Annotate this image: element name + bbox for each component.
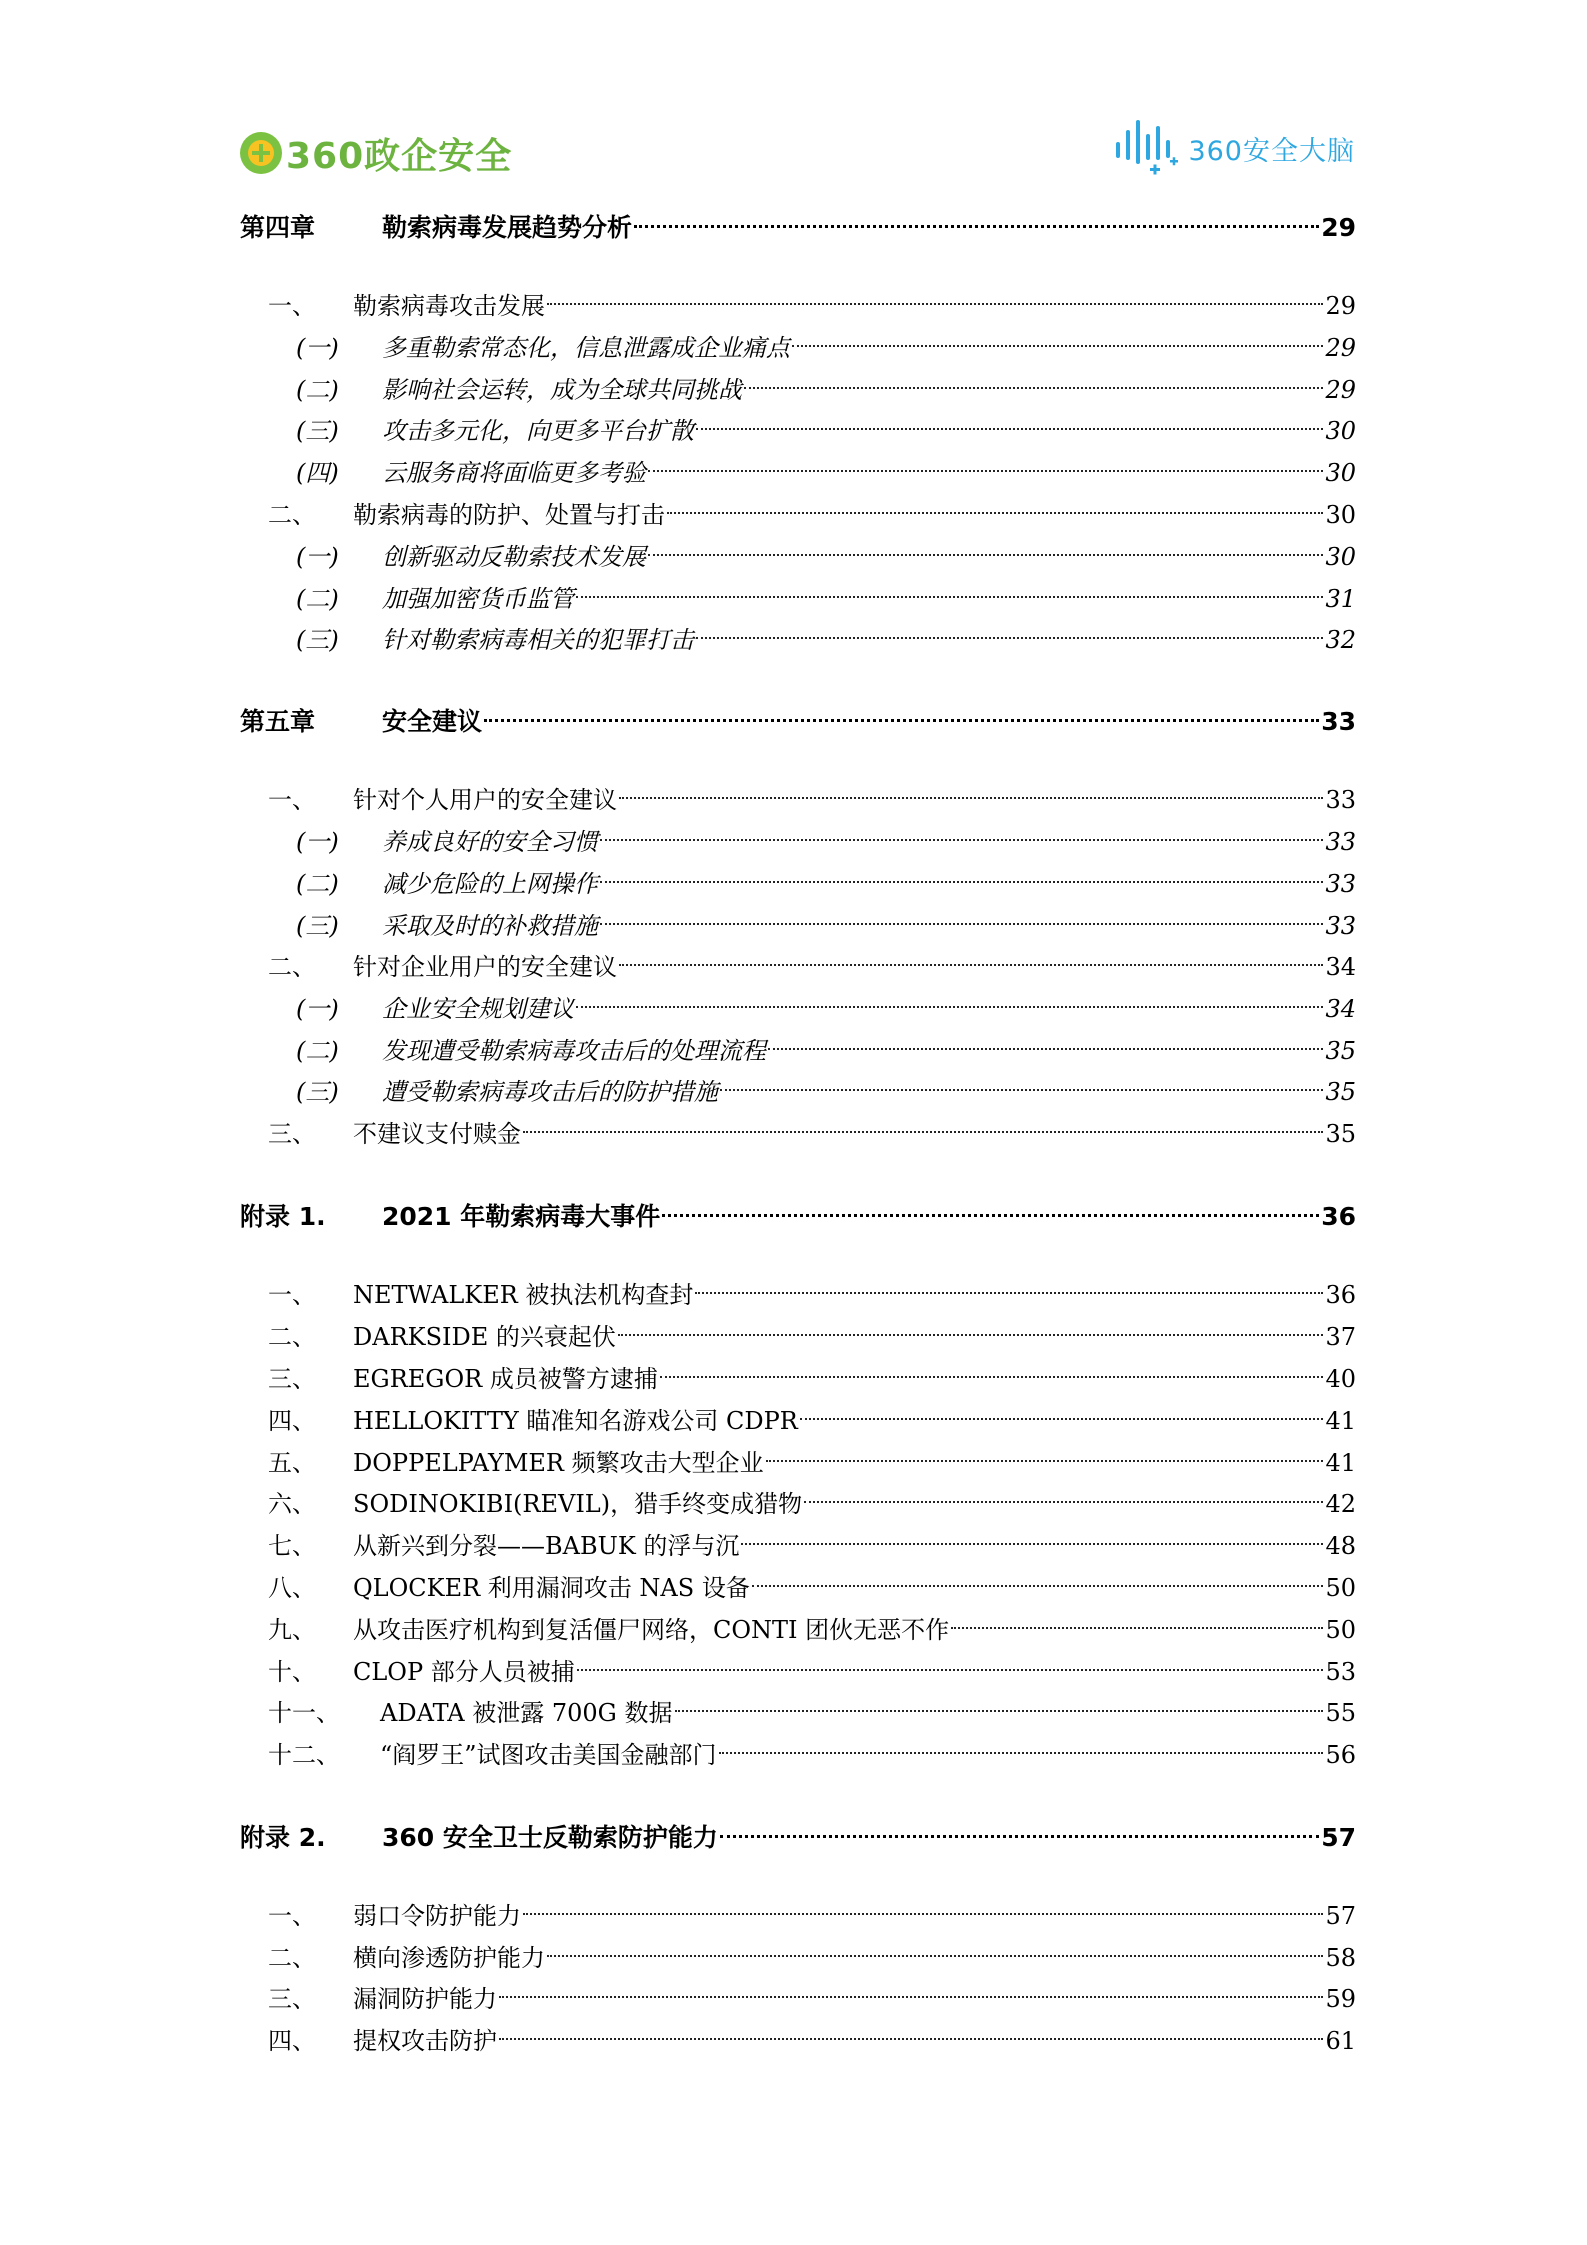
dot-leader	[741, 1518, 1323, 1554]
toc-entry-number: 四、	[268, 2027, 316, 2055]
toc-entry[interactable]	[296, 1023, 1356, 1065]
toc-entry-number: (四)	[296, 459, 339, 487]
toc-entry-title: 安全建议	[382, 707, 483, 736]
dot-leader	[695, 1267, 1323, 1303]
toc-entry-title: 勒索病毒的防护、处置与打击	[353, 501, 665, 529]
toc-entry-number: 一、	[268, 1281, 316, 1309]
toc-entry-title: 勒索病毒攻击发展	[353, 292, 545, 320]
toc-entry-page-number: 29	[1321, 213, 1356, 242]
toc-entry-page-number: 37	[1325, 1323, 1356, 1351]
toc-entry[interactable]	[268, 1106, 1356, 1148]
toc-entry-number: 附录 2.	[240, 1823, 326, 1852]
toc-entry-number: (二)	[296, 870, 339, 898]
dot-leader	[752, 1560, 1324, 1596]
dot-leader	[804, 1476, 1323, 1512]
dot-leader	[600, 856, 1323, 892]
toc-entry-page-number: 48	[1325, 1532, 1356, 1560]
toc-entry-number: 五、	[268, 1449, 316, 1477]
toc-entry-page-number: 29	[1325, 334, 1356, 362]
dot-leader	[744, 362, 1323, 398]
toc-chapter-entry[interactable]	[240, 200, 1356, 242]
toc-entry-number: 第四章	[240, 213, 316, 242]
toc-entry-title: DOPPELPAYMER 频繁攻击大型企业	[353, 1449, 764, 1477]
toc-entry-title: 2021 年勒索病毒大事件	[382, 1202, 661, 1231]
toc-entry-number: 四、	[268, 1407, 316, 1435]
toc-entry-page-number: 30	[1325, 501, 1356, 529]
toc-entry-title: 多重勒索常态化，信息泄露成企业痛点	[382, 334, 790, 362]
toc-entry[interactable]	[296, 814, 1356, 856]
toc-entry[interactable]	[296, 445, 1356, 487]
toc-chapter-entry[interactable]	[240, 1810, 1356, 1852]
toc-entry-title: 弱口令防护能力	[353, 1902, 521, 1930]
toc-entry[interactable]	[268, 487, 1356, 529]
logo-right-text: 360安全大脑	[1188, 135, 1355, 167]
toc-entry[interactable]	[268, 772, 1356, 814]
toc-entry[interactable]	[268, 1727, 1356, 1769]
toc-entry-page-number: 33	[1321, 707, 1356, 736]
toc-entry-number: 八、	[268, 1574, 316, 1602]
toc-entry-number: 三、	[268, 1365, 316, 1393]
toc-entry-number: (三)	[296, 1078, 339, 1106]
toc-entry-title: 减少危险的上网操作	[382, 870, 598, 898]
toc-entry-title: SODINOKIBI(REVIL)，猎手终变成猎物	[353, 1490, 803, 1518]
dot-leader	[547, 1930, 1323, 1966]
dot-leader	[484, 694, 1319, 730]
toc-entry-page-number: 57	[1321, 1823, 1356, 1852]
toc-entry-page-number: 34	[1325, 953, 1356, 981]
toc-entry-page-number: 57	[1325, 1902, 1356, 1930]
dot-leader	[951, 1602, 1323, 1638]
toc-entry-title: CLOP 部分人员被捕	[353, 1658, 575, 1686]
toc-entry[interactable]	[268, 1393, 1356, 1435]
dot-leader	[523, 1106, 1323, 1142]
dot-leader	[662, 1189, 1319, 1225]
toc-entry-title: “阎罗王”试图攻击美国金融部门	[380, 1741, 717, 1769]
dot-leader	[600, 898, 1323, 934]
toc-entry-title: 企业安全规划建议	[382, 995, 574, 1023]
toc-entry-page-number: 61	[1325, 2027, 1356, 2055]
toc-entry-number: (二)	[296, 585, 339, 613]
toc-entry[interactable]	[296, 1064, 1356, 1106]
dot-leader	[720, 1810, 1319, 1846]
toc-entry[interactable]	[296, 362, 1356, 404]
toc-entry-number: 二、	[268, 501, 316, 529]
toc-entry[interactable]	[268, 1971, 1356, 2013]
dot-leader	[660, 1351, 1324, 1387]
toc-entry-title: 影响社会运转，成为全球共同挑战	[382, 376, 742, 404]
toc-entry-number: 一、	[268, 292, 316, 320]
dot-leader	[792, 320, 1323, 356]
toc-entry[interactable]	[296, 898, 1356, 940]
toc-entry-title: 从攻击医疗机构到复活僵尸网络，CONTI 团伙无恶不作	[353, 1616, 950, 1644]
toc-entry-number: 二、	[268, 1944, 316, 1972]
dot-leader	[600, 814, 1323, 850]
toc-entry-page-number: 53	[1325, 1658, 1356, 1686]
toc-entry-page-number: 42	[1325, 1490, 1356, 1518]
dot-leader	[576, 571, 1323, 607]
dot-leader	[634, 200, 1319, 236]
toc-entry-title: 养成良好的安全习惯	[382, 828, 598, 856]
toc-entry-page-number: 41	[1325, 1407, 1356, 1435]
dot-leader	[696, 403, 1323, 439]
dot-leader	[576, 981, 1323, 1017]
toc-entry-title: 不建议支付赎金	[353, 1120, 521, 1148]
toc-entry-title: 加强加密货币监管	[382, 585, 574, 613]
toc-entry-number: 三、	[268, 1985, 316, 2013]
toc-entry-number: 二、	[268, 953, 316, 981]
toc-entry[interactable]	[268, 1888, 1356, 1930]
dot-leader	[577, 1644, 1324, 1680]
toc-entry-number: (二)	[296, 376, 339, 404]
toc-entry-title: 针对企业用户的安全建议	[353, 953, 617, 981]
toc-entry-title: QLOCKER 利用漏洞攻击 NAS 设备	[353, 1574, 750, 1602]
toc-entry-title: 攻击多元化，向更多平台扩散	[382, 417, 694, 445]
toc-entry-page-number: 36	[1325, 1281, 1356, 1309]
toc-entry-page-number: 30	[1325, 417, 1356, 445]
toc-entry-title: 横向渗透防护能力	[353, 1944, 545, 1972]
toc-entry-number: 二、	[268, 1323, 316, 1351]
toc-entry-page-number: 36	[1321, 1202, 1356, 1231]
toc-entry-number: 十、	[268, 1658, 316, 1686]
dot-leader	[618, 1309, 1324, 1345]
toc-entry[interactable]	[268, 1602, 1356, 1644]
toc-entry-title: 360 安全卫士反勒索防护能力	[382, 1823, 718, 1852]
toc-entry-number: (一)	[296, 543, 339, 571]
toc-entry-page-number: 30	[1325, 543, 1356, 571]
toc-entry[interactable]	[268, 278, 1356, 320]
toc-entry-title: HELLOKITTY 瞄准知名游戏公司 CDPR	[353, 1407, 798, 1435]
toc-entry[interactable]	[268, 939, 1356, 981]
toc-entry-title: NETWALKER 被执法机构查封	[353, 1281, 694, 1309]
toc-entry[interactable]	[296, 571, 1356, 613]
toc-entry-title: 云服务商将面临更多考验	[382, 459, 646, 487]
toc-entry-title: 针对个人用户的安全建议	[353, 786, 617, 814]
toc-entry[interactable]	[296, 981, 1356, 1023]
toc-entry-number: (二)	[296, 1037, 339, 1065]
toc-entry[interactable]	[296, 612, 1356, 654]
toc-entry-number: (三)	[296, 912, 339, 940]
dot-leader	[675, 1685, 1324, 1721]
toc-entry-number: 六、	[268, 1490, 316, 1518]
toc-entry-title: ADATA 被泄露 700G 数据	[380, 1699, 673, 1727]
toc-entry-title: EGREGOR 成员被警方逮捕	[353, 1365, 658, 1393]
toc-entry[interactable]	[296, 403, 1356, 445]
toc-chapter-entry[interactable]	[240, 694, 1356, 736]
toc-entry-title: 遭受勒索病毒攻击后的防护措施	[382, 1078, 718, 1106]
dot-leader	[696, 612, 1323, 648]
toc-entry[interactable]	[268, 1560, 1356, 1602]
toc-entry-number: (一)	[296, 828, 339, 856]
toc-entry-number: (一)	[296, 334, 339, 362]
toc-entry-number: 三、	[268, 1120, 316, 1148]
toc-entry[interactable]	[296, 320, 1356, 362]
toc-entry-title: 发现遭受勒索病毒攻击后的处理流程	[382, 1037, 766, 1065]
dot-leader	[667, 487, 1323, 523]
dot-leader	[547, 278, 1323, 314]
toc-entry[interactable]	[268, 2013, 1356, 2055]
toc-entry-page-number: 33	[1325, 912, 1356, 940]
toc-entry-number: (一)	[296, 995, 339, 1023]
toc-entry[interactable]	[268, 1351, 1356, 1393]
toc-entry-number: (三)	[296, 626, 339, 654]
toc-entry-number: 十二、	[268, 1741, 340, 1769]
dot-leader	[499, 2013, 1323, 2049]
toc-entry[interactable]	[268, 1435, 1356, 1477]
dot-leader	[720, 1064, 1323, 1100]
toc-entry[interactable]	[268, 1644, 1356, 1686]
toc-entry-page-number: 35	[1325, 1078, 1356, 1106]
toc-entry[interactable]	[268, 1476, 1356, 1518]
dot-leader	[619, 772, 1323, 808]
toc-entry-title: 针对勒索病毒相关的犯罪打击	[382, 626, 694, 654]
toc-entry-title: 采取及时的补救措施	[382, 912, 598, 940]
toc-entry[interactable]	[268, 1267, 1356, 1309]
dot-leader	[648, 445, 1323, 481]
toc-entry-page-number: 59	[1325, 1985, 1356, 2013]
toc-entry-number: 一、	[268, 786, 316, 814]
toc-entry-page-number: 55	[1325, 1699, 1356, 1727]
toc-entry[interactable]	[268, 1930, 1356, 1972]
toc-entry[interactable]	[296, 529, 1356, 571]
toc-entry-page-number: 41	[1325, 1449, 1356, 1477]
toc-entry-page-number: 30	[1325, 459, 1356, 487]
toc-chapter-entry[interactable]	[240, 1189, 1356, 1231]
toc-entry-number: 七、	[268, 1532, 316, 1560]
toc-entry[interactable]	[296, 856, 1356, 898]
toc-entry-page-number: 35	[1325, 1120, 1356, 1148]
logo-left-text: 360政企安全	[286, 135, 513, 177]
toc-entry-title: 勒索病毒发展趋势分析	[382, 213, 633, 242]
toc-entry-title: 漏洞防护能力	[353, 1985, 497, 2013]
dot-leader	[648, 529, 1323, 565]
toc-entry-number: 第五章	[240, 707, 316, 736]
dot-leader	[523, 1888, 1323, 1924]
toc-entry-page-number: 29	[1325, 376, 1356, 404]
toc-entry-page-number: 31	[1325, 585, 1356, 613]
toc-entry-page-number: 33	[1325, 828, 1356, 856]
toc-entry-page-number: 33	[1325, 870, 1356, 898]
dot-leader	[619, 939, 1323, 975]
dot-leader	[719, 1727, 1324, 1763]
dot-leader	[499, 1971, 1323, 2007]
dot-leader	[768, 1023, 1323, 1059]
toc-entry-page-number: 40	[1325, 1365, 1356, 1393]
toc-entry[interactable]	[268, 1518, 1356, 1560]
toc-entry-number: 附录 1.	[240, 1202, 326, 1231]
toc-entry[interactable]	[268, 1685, 1356, 1727]
toc-entry-page-number: 35	[1325, 1037, 1356, 1065]
toc-entry-number: 十一、	[268, 1699, 340, 1727]
toc-entry-number: 九、	[268, 1616, 316, 1644]
toc-entry-page-number: 34	[1325, 995, 1356, 1023]
toc-entry-number: (三)	[296, 417, 339, 445]
dot-leader	[766, 1435, 1324, 1471]
dot-leader	[800, 1393, 1324, 1429]
toc-entry-page-number: 58	[1325, 1944, 1356, 1972]
toc-entry-page-number: 50	[1325, 1574, 1356, 1602]
toc-entry[interactable]	[268, 1309, 1356, 1351]
toc-entry-page-number: 32	[1325, 626, 1356, 654]
toc-entry-page-number: 29	[1325, 292, 1356, 320]
toc-entry-title: DARKSIDE 的兴衰起伏	[353, 1323, 616, 1351]
toc-entry-title: 创新驱动反勒索技术发展	[382, 543, 646, 571]
toc-entry-page-number: 33	[1325, 786, 1356, 814]
toc-entry-page-number: 56	[1325, 1741, 1356, 1769]
toc-entry-title: 提权攻击防护	[353, 2027, 497, 2055]
toc-entry-page-number: 50	[1325, 1616, 1356, 1644]
toc-entry-number: 一、	[268, 1902, 316, 1930]
toc-entry-title: 从新兴到分裂——BABUK 的浮与沉	[353, 1532, 740, 1560]
